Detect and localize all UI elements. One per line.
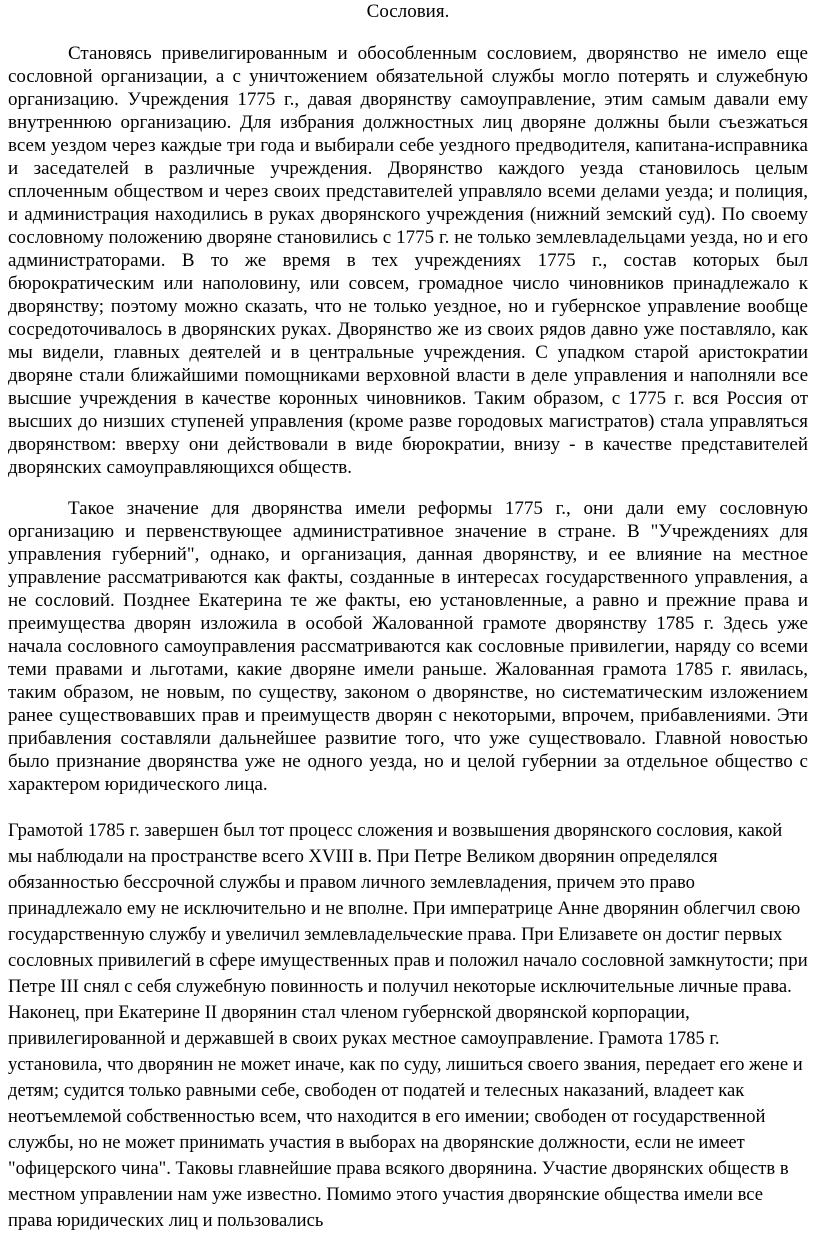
paragraph-1: Становясь привелигированным и обособленным сословием, дворянство не имело еще сословной организации, а с уничтожением обязательной службы могло потерять и служебную организацию. Учреждения 1775 г., давая дворянству самоуправление, этим самым давали ему внутреннюю организацию. Для избрания должностных лиц дворяне должны были съезжаться всем уездом через каждые три года и выбирали себе уездного предводителя, капитана-исправника и заседателей в различные учреждения. Дворянство каждого уезда становилось целым сплоченным обществом и через своих представителей управляло всеми делами уезда; и полиция, и администрация находились в руках дворянского учреждения (нижний земский суд). По своему сословному положению дворяне становились с 1775 г. не только землевладельцами уезда, но и его администраторами. В то же время в тех учреждениях 1775 г., состав которых был бюрократическим или наполовину, или совсем, громадное число чиновников принадлежало к дворянству; поэтому можно сказать, что не только уездное, но и губернское управление вообще сосредоточивалось в дворянских руках. Дворянство же из своих рядов давно уже поставляло, как мы видели, главных деятелей и в центральные учреждения. С упадком старой аристократии дворяне стали ближайшими помощниками верховной власти в деле управления и наполняли все высшие учреждения в качестве коронных чиновников. Таким образом, с 1775 г. вся Россия от высших до низших ступеней управления (кроме разве городовых магистратов) стала управляться дворянством: вверху они действовали в виде бюрократии, внизу - в качестве представителей дворянских самоуправляющихся обществ.: [8, 43, 808, 478]
paragraph-3: Грамотой 1785 г. завершен был тот процесс сложения и возвышения дворянского сословия, какой мы наблюдали на пространстве всего XVIII в. При Петре Великом дворянин определялся обязанностью бессрочной службы и правом личного землевладения, причем это право принадлежало ему не исключительно и не вполне. При императрице Анне дворянин облегчил свою государственную службу и увеличил землевладельческие права. При Елизавете он достиг первых сословных привилегий в сфере имущественных прав и положил начало сословной замкнутости; при Петре III снял с себя служебную повинность и получил некоторые исключительные личные права. Наконец, при Екатерине II дворянин стал членом губернской дворянской корпорации, привилегированной и державшей в своих руках местное самоуправление. Грамота 1785 г. установила, что дворянин не может иначе, как по суду, лишиться своего звания, передает его жене и детям; судится только равными себе, свободен от податей и телесных наказаний, владеет как неотъемлемой собственностью всем, что находится в его имении; свободен от государственной службы, но не может принимать участия в выборах на дворянские должности, если не имеет "офицерского чина". Таковы главнейшие права всякого дворянина. Участие дворянских обществ в местном управлении нам уже известно. Помимо этого участия дворянские общества имели все права юридических лиц и пользовались: [8, 820, 808, 1231]
paragraph-2: Такое значение для дворянства имели реформы 1775 г., они дали ему сословную организацию и первенствующее административное значение в стране. В "Учреждениях для управления губерний", однако, и организация, данная дворянству, и ее влияние на местное управление рассматриваются как факты, созданные в интересах государственного управления, а не сословий. Позднее Екатерина те же факты, ею установленные, а равно и прежние права и преимущества дворян изложила в особой Жалованной грамоте дворянству 1785 г. Здесь уже начала сословного самоуправления рассматриваются как сословные привилегии, наряду со всеми теми правами и льготами, какие дворяне имели раньше. Жалованная грамота 1785 г. явилась, таким образом, не новым, по существу, законом о дворянстве, но систематическим изложением ранее существовавших прав и преимуществ дворян с некоторыми, впрочем, прибавлениями. Эти прибавления составляли дальнейшее развитие того, что уже существовало. Главной новостью было признание дворянства уже не одного уезда, но и целой губернии за отдельное общество с характером юридического лица.: [8, 498, 808, 795]
document-title: Сословия.: [366, 1, 450, 22]
